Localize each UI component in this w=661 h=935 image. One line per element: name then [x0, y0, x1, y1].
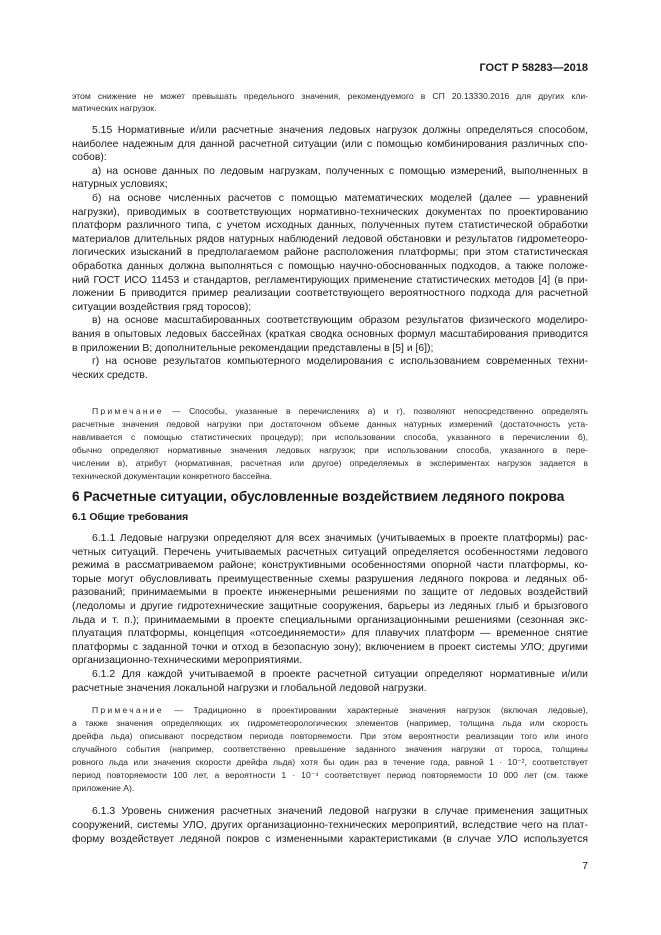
- document-code-header: ГОСТ Р 58283—2018: [479, 62, 588, 74]
- text-line: собов):: [72, 152, 107, 164]
- text-line: наиболее надежным для данной расчетной ситуации (или с помощью комбинирования различных спо-: [72, 138, 588, 150]
- text-line: обработка данных должна выполняться с помощью научно-обоснованных подходов, а также положе-: [72, 260, 588, 272]
- note-text: — Традиционно в проектировании характерные значения нагрузок (включая ледовые),: [163, 705, 588, 715]
- text-line: 6.1.3 Уровень снижения расчетных значений ледовой нагрузки в случае применения защитных: [92, 806, 588, 817]
- text-line: логических изысканий в предполагаемом районе расположения платформы; при этом статистическая: [72, 247, 588, 259]
- note-line: ровного льда или значения скорости дрейфа льда) хотя бы один раз в течение года, равной 1 · 10⁻², соответствует: [72, 757, 588, 767]
- section-6-title: 6 Расчетные ситуации, обусловленные воздействием ледяного покрова: [72, 489, 565, 504]
- note-2: [72, 704, 588, 795]
- text-line: (ледоломы и другие гидротехнические защитные сооружения, барьеры из ледяных глыб и брызгового: [72, 600, 588, 612]
- note-text: — Способы, указанные в перечислениях а) и г), позволяют непосредственно определять: [163, 406, 588, 416]
- text-line: льда и т. п.); принимаемыми в проекте специальными организационными решениями (сезонная экс-: [72, 614, 588, 626]
- text-line: этом снижение не может превышать предельного значения, рекомендуемого в СП 20.13330.2016 для других кли-: [72, 91, 588, 101]
- text-line: б) на основе численных расчетов с помощью математических моделей (далее — уравнений: [92, 192, 588, 204]
- text-line: форму воздействует ледяной покров с измененными характеристиками (в случае УЛО используется: [72, 833, 588, 845]
- text-line: ситуации воздействия гряд торосов);: [72, 301, 252, 313]
- clause-5-15: [72, 124, 588, 382]
- paragraph: [72, 192, 588, 314]
- paragraph: [72, 805, 588, 846]
- text-line: в приложении В; дополнительные рекомендации представлены в [5] и [6]);: [72, 342, 434, 354]
- clause-6-1-3: [72, 805, 588, 846]
- text-line: 6.1.1 Ледовые нагрузки определяют для всех значимых (учитываемых в проекте платформы) рас-: [92, 533, 588, 544]
- text-line: ний ГОСТ ИСО 11453 и стандартов, регламентирующих применение статистических методов [4] (в при-: [72, 274, 588, 286]
- note-line: [72, 704, 588, 717]
- clauses-6-1-1-6-1-2: [72, 532, 588, 695]
- page-number: 7: [582, 861, 588, 872]
- text-line: плуатация платформы, концепция «отсоединяемости» для плавучих платформ — временное снятие: [72, 628, 588, 640]
- paragraph: [72, 165, 588, 192]
- note-line: [72, 405, 588, 418]
- text-line: платформы с заданной точки и отход в безопасную зону); включением в проект системы УЛО; другими: [72, 641, 588, 653]
- note-label: Примечание: [92, 705, 164, 715]
- note-line: числении в), атрибут (нормативная, расчетная или другое) определяемых в экспериментах нагрузок задается в: [72, 458, 588, 468]
- text-line: платформ различного типа, с учетом исходных данных, полученных путем статистической обработки: [72, 220, 588, 232]
- note-label: Примечание: [92, 406, 164, 416]
- paragraph: [72, 314, 588, 355]
- text-line: разований; принимаемыми в проекте инженерными решениями по защите от ледовых воздействий: [72, 587, 588, 599]
- paragraph: [72, 532, 588, 668]
- text-line: в) на основе масштабированных соответствующим образом результатов физического моделиро-: [92, 315, 588, 327]
- section-6-1-heading: [72, 511, 588, 525]
- text-line: а) на основе данных по ледовым нагрузкам, полученных с помощью измерений, выполненных в: [92, 165, 588, 177]
- note-line: обычно определяют нормативные значения ледовых нагрузок; при использовании способа, указанного в пере-: [72, 445, 588, 455]
- note-line: приложение А).: [72, 783, 135, 793]
- note-line: дрейфа льда) описывают посредством периода повторяемости. При этом вероятности реализации того или иного: [72, 731, 588, 741]
- paragraph: [72, 355, 588, 382]
- text-line: торые могут обусловливать преимущественные схемы разрушения ледяного покрова и ледяных об-: [72, 573, 588, 585]
- text-line: матических нагрузок.: [72, 102, 157, 113]
- text-line: 5.15 Нормативные и/или расчетные значения ледовых нагрузок должны определяться способом,: [92, 125, 588, 136]
- note-line: навливается с помощью статистических процедур); при использовании способа, указанного в перечислении б),: [72, 432, 588, 442]
- paragraph: [72, 124, 588, 165]
- text-line: расчетные значения локальной нагрузки и глобальной ледовой нагрузки.: [72, 682, 427, 694]
- text-line: вания в опытовых ледовых бассейнах (краткая сводка основных формул масштабирования приводится: [72, 328, 588, 340]
- note-line: расчетные значения ледовой нагрузки при достаточном объеме данных натурных измерений (достаточность уста-: [72, 419, 588, 429]
- text-line: материалов длительных рядов натурных наблюдений ледовой обстановки и результатов гидрометеоро-: [72, 233, 588, 245]
- text-line: натурных условиях;: [72, 179, 168, 191]
- text-line: сооружений, системы УЛО, других организационно-технических мероприятий, вследствие чего на плат-: [72, 819, 588, 831]
- section-6-heading: [72, 488, 588, 506]
- text-line: ческих средств.: [72, 369, 148, 381]
- note-line: период повторяемости 100 лет, а вероятности 1 · 10⁻⁴ соответствует период повторяемости 10 000 лет (см. также: [72, 770, 588, 780]
- note-line: технической документации конкретного бассейна.: [72, 471, 273, 481]
- continuation-paragraph: [72, 91, 588, 114]
- paragraph: [72, 668, 588, 695]
- note-line: случайного события (например, соответственно превышение заданного значения нагрузки от тороса, толщины: [72, 744, 588, 754]
- text-line: ложении Б приводится пример реализации соответствующего вероятностного подхода для расчетной: [72, 288, 588, 300]
- text-line: режима в рассматриваемом районе; конструктивными особенностями опорной части платформы, ко-: [72, 560, 588, 572]
- text-line: четных ситуаций. Перечень учитываемых расчетных ситуаций определяется особенностями ледового: [72, 546, 588, 558]
- text-line: г) на основе результатов компьютерного моделирования с использованием современных техни-: [92, 356, 588, 368]
- section-6-1-title: 6.1 Общие требования: [72, 512, 189, 523]
- text-line: нагрузки), приводимых в соответствующих нормативно-технических документах по проектированию: [72, 206, 588, 218]
- note-line: а также значения определяющих их гидрометеорологических элементов (например, толщина льда или скорость: [72, 718, 588, 728]
- text-line: организационно-техническими мероприятиями.: [72, 655, 303, 667]
- note-1: [72, 405, 588, 483]
- text-line: 6.1.2 Для каждой учитываемой в проекте расчетной ситуации определяют нормативные и/или: [92, 668, 588, 680]
